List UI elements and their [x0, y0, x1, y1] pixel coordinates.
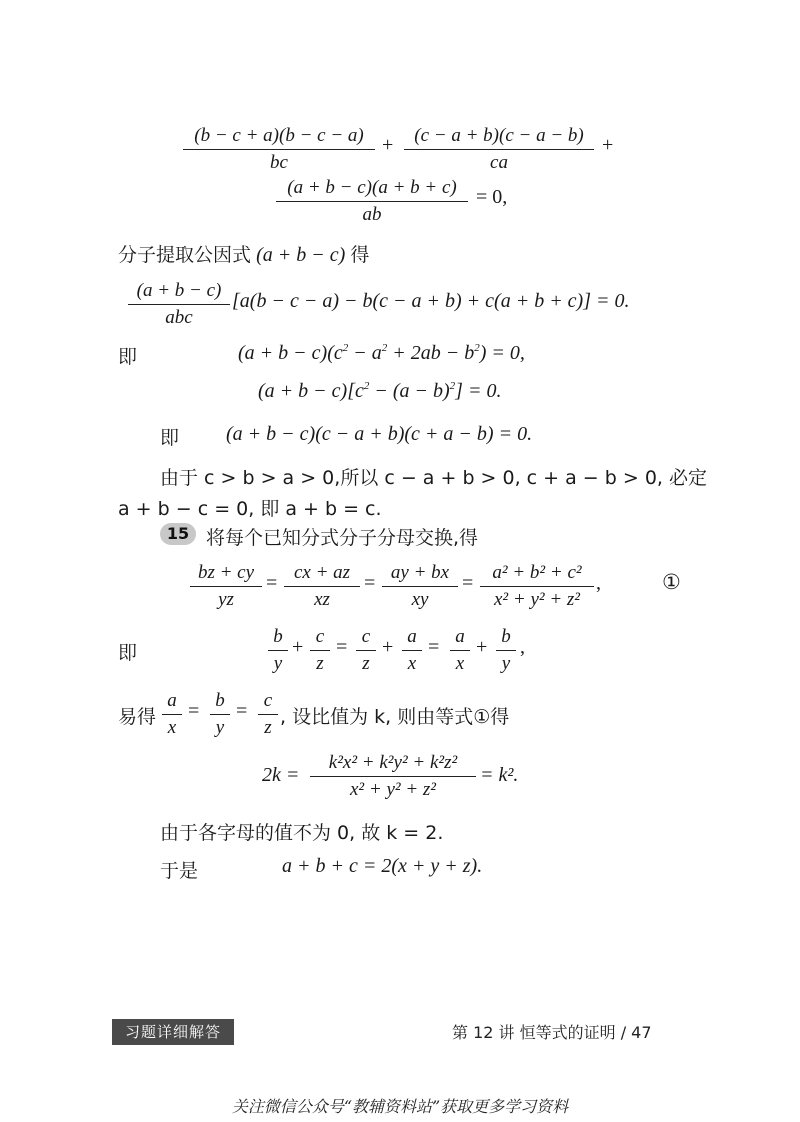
eq8-lhs: 2k = [262, 764, 300, 786]
superscript: 2 [381, 342, 388, 354]
superscript: 2 [363, 380, 370, 392]
paragraph-since-cont: a + b − c = 0, 即 a + b = c. [118, 498, 382, 520]
eq6-f3-denominator: xy [411, 589, 429, 610]
eq3-part2: − a [348, 342, 382, 364]
paragraph-since: 由于 c > b > a > 0,所以 c − a + b > 0, c + a − b > 0, 必定 [160, 467, 707, 489]
eq6-f2-numerator: cx + az [293, 562, 351, 583]
text1-end: 得 [350, 244, 370, 266]
eq1-frac2-numerator: (c − a + b)(c − a − b) [414, 125, 584, 146]
eq1-fraction-1 [183, 125, 375, 174]
eq4-part1: (a + b − c)[c [258, 380, 364, 402]
text2-frac-c-z [258, 690, 278, 739]
eq2-bracket-expression: [a(b − c − a) − b(c − a + b) + c(a + b + c)] = 0. [232, 290, 630, 312]
eq7-frac-b-y-2 [496, 626, 516, 675]
text2-frac-a-x [162, 690, 182, 739]
eq6-fraction-1 [190, 562, 262, 611]
footer-section-label: 习题详细解答 [112, 1019, 234, 1045]
text2-start: 易得 [118, 706, 157, 728]
eq7-plus-3: + [476, 636, 488, 658]
eq8-numerator: k²x² + k²y² + k²z² [328, 752, 458, 773]
label-ji-3: 即 [118, 642, 138, 664]
eq7-frac-c-z-1 [310, 626, 330, 675]
eq5: (a + b − c)(c − a + b)(c + a − b) = 0. [226, 423, 533, 445]
eq1-frac3-numerator: (a + b − c)(a + b + c) [287, 177, 457, 198]
text1-chinese: 分子提取公因式 [118, 244, 252, 266]
eq1-plus-1: + [382, 134, 394, 156]
eq7-den: z [362, 653, 370, 674]
eq7-num: c [361, 626, 371, 647]
text2-num: a [167, 690, 177, 711]
eq7-equals-1: = [336, 636, 348, 658]
eq7-num: b [501, 626, 511, 647]
eq7-equals-2: = [428, 636, 440, 658]
superscript: 2 [342, 342, 349, 354]
eq6-comma: , [596, 572, 601, 594]
eq1-frac1-denominator: bc [270, 152, 288, 173]
text2-equals-1: = [188, 700, 200, 722]
eq7-plus-2: + [382, 636, 394, 658]
label-ji-2: 即 [160, 427, 180, 449]
eq6-f4-denominator: x² + y² + z² [494, 589, 580, 610]
eq4-part2: − (a − b) [369, 380, 450, 402]
text2-den: y [215, 717, 225, 738]
eq6-f1-numerator: bz + cy [197, 562, 255, 583]
eq6-fraction-2 [284, 562, 360, 611]
label-ji-1: 即 [118, 346, 138, 368]
eq4-part3: ] = 0. [455, 380, 502, 402]
eq1-frac3-denominator: ab [362, 204, 382, 225]
eq7-frac-b-y [268, 626, 288, 675]
eq7-frac-c-z-2 [356, 626, 376, 675]
eq2-fraction [128, 280, 230, 329]
superscript: 2 [449, 380, 456, 392]
eq8-denominator: x² + y² + z² [350, 779, 436, 800]
text2-end: , 设比值为 k, 则由等式①得 [280, 706, 510, 728]
eq7-num: a [455, 626, 465, 647]
eq8-rhs: = k². [480, 764, 519, 786]
eq3-part4: ) = 0, [479, 342, 525, 364]
eq6-f2-denominator: xz [314, 589, 330, 610]
eq7-den: y [501, 653, 511, 674]
eq7-num: a [407, 626, 417, 647]
text-k-equals-2: 由于各字母的值不为 0, 故 k = 2. [160, 822, 444, 844]
eq6-fraction-4 [480, 562, 594, 611]
eq7-comma: , [520, 636, 525, 658]
eq7-plus-1: + [292, 636, 304, 658]
text2-frac-b-y [210, 690, 230, 739]
eq2-denominator: abc [165, 307, 193, 328]
eq8-fraction [310, 752, 476, 801]
eq1-frac1-numerator: (b − c + a)(b − c − a) [194, 125, 364, 146]
superscript: 2 [474, 342, 480, 354]
text1-math: (a + b − c) [256, 244, 346, 266]
eq1-fraction-2 [404, 125, 594, 174]
eq6-fraction-3 [382, 562, 458, 611]
text-factor-common [118, 240, 369, 267]
eq6-equals-3: = [462, 572, 474, 594]
eq7-den: x [455, 653, 465, 674]
eq9: a + b + c = 2(x + y + z). [282, 855, 483, 877]
text2-den: x [167, 717, 177, 738]
eq7-frac-a-x-2 [450, 626, 470, 675]
eq3 [238, 342, 525, 365]
eq2-numerator: (a + b − c) [136, 280, 222, 301]
eq7-frac-a-x-1 [402, 626, 422, 675]
eq7-den: x [407, 653, 417, 674]
eq1-plus-2: + [602, 134, 614, 156]
eq6-f1-denominator: yz [218, 589, 234, 610]
label-yushi: 于是 [160, 860, 199, 882]
eq1-fraction-3 [276, 177, 468, 226]
eq7-den: y [273, 653, 283, 674]
eq1-frac2-denominator: ca [490, 152, 508, 173]
eq1-rhs: = 0, [476, 186, 508, 208]
text2-num: c [263, 690, 273, 711]
eq6-f4-numerator: a² + b² + c² [492, 562, 582, 583]
eq7-den: z [316, 653, 324, 674]
footer-chapter-page: 第 12 讲 恒等式的证明 / 47 [452, 1023, 652, 1042]
problem-number-badge: 15 [160, 523, 196, 545]
text2-den: z [264, 717, 272, 738]
eq6-equals-1: = [266, 572, 278, 594]
eq6-equals-2: = [364, 572, 376, 594]
text2-num: b [215, 690, 225, 711]
eq6-f3-numerator: ay + bx [390, 562, 450, 583]
eq4 [258, 380, 501, 403]
equation-tag-1: ① [662, 570, 681, 594]
eq3-part1: (a + b − c)(c [238, 342, 343, 364]
watermark-text: 关注微信公众号“教辅资料站”获取更多学习资料 [231, 1097, 569, 1116]
eq3-part3: + 2ab − b [387, 342, 475, 364]
eq7-num: c [315, 626, 325, 647]
problem-15-text: 将每个已知分式分子分母交换,得 [206, 527, 479, 549]
eq7-num: b [273, 626, 283, 647]
text2-equals-2: = [236, 700, 248, 722]
